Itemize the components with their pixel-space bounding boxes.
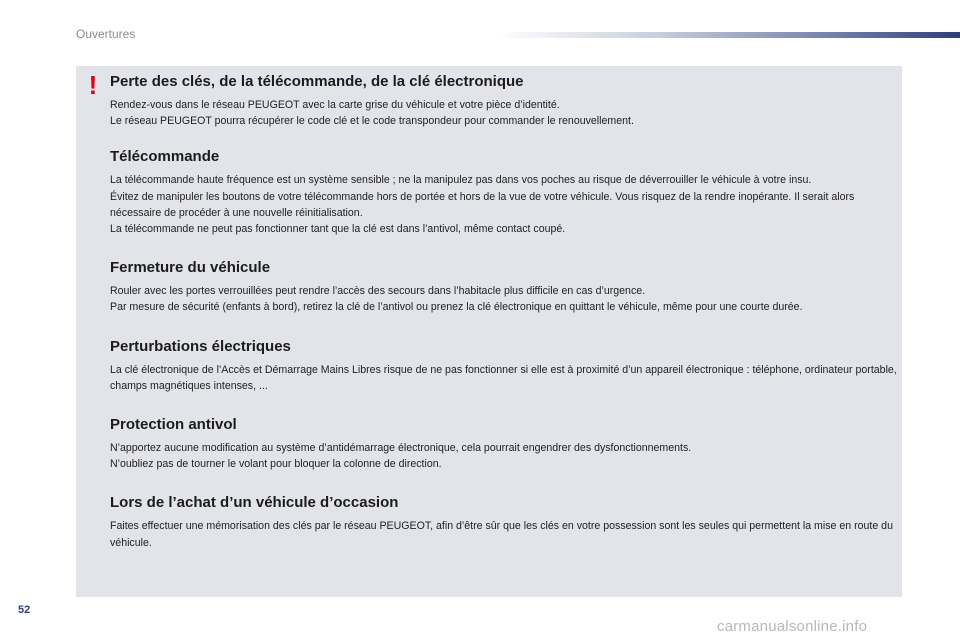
section-text: Rouler avec les portes verrouillées peut rendre l’accès des secours dans l’habitacle plus difficile en cas d’urgence. Par mesure de sécurité (enfants à bord), retirez la clé de l’antivol ou prenez la clé électronique en quittant le véhicule, même pour une courte durée. [110, 285, 803, 314]
section-used-vehicle [110, 493, 898, 550]
warning-content [110, 72, 898, 551]
section-text: La télécommande haute fréquence est un système sensible ; ne la manipulez pas dans vos poches au risque de déverrouiller le véhicule à votre insu. Évitez de manipuler les boutons de votre télécommande hors de portée et hors de la vue de votre véhicule. Vous risquez de la rendre inopérante. Il serait alors nécessaire de procéder à une nouvelle réinitialisation. La télécommande ne peut pas fonctionner tant que la clé est dans l’antivol, même contact coupé. [110, 174, 855, 236]
section-anti-theft [110, 415, 898, 472]
section-text: Rendez-vous dans le réseau PEUGEOT avec la carte grise du véhicule et votre pièce d’identité. Le réseau PEUGEOT pourra récupérer le code clé et le code transpondeur pour commander le renouvellement. [110, 99, 634, 128]
section-lost-keys [110, 72, 898, 129]
warning-exclamation-icon: ! [88, 70, 98, 100]
section-title: Ouvertures [76, 27, 136, 41]
section-heading: Perturbations électriques [110, 337, 291, 355]
section-text: Faites effectuer une mémorisation des clés par le réseau PEUGEOT, afin d’être sûr que les clés en votre possession sont les seules qui permettent la mise en route du véhicule. [110, 520, 893, 549]
header-gradient-bar [495, 32, 960, 38]
section-vehicle-locking [110, 258, 898, 315]
section-electrical-interference [110, 337, 898, 394]
section-heading: Télécommande [110, 148, 220, 166]
section-heading: Lors de l’achat d’un véhicule d’occasion [110, 494, 399, 512]
section-heading: Perte des clés, de la télécommande, de la clé électronique [110, 73, 524, 90]
section-remote-control [110, 147, 898, 237]
section-text: N’apportez aucune modification au système d’antidémarrage électronique, cela pourrait engendrer des dysfonctionnements. N’oubliez pas de tourner le volant pour bloquer la colonne de direction. [110, 442, 692, 471]
page-number: 52 [18, 604, 31, 616]
watermark: carmanualsonline.info [717, 618, 868, 635]
section-text: La clé électronique de l’Accès et Démarrage Mains Libres risque de ne pas fonctionner si elle est à proximité d’un appareil électronique : téléphone, ordinateur portable, champs magnétiques intenses, ... [110, 363, 897, 392]
section-heading: Fermeture du véhicule [110, 259, 271, 277]
section-heading: Protection antivol [110, 416, 237, 434]
